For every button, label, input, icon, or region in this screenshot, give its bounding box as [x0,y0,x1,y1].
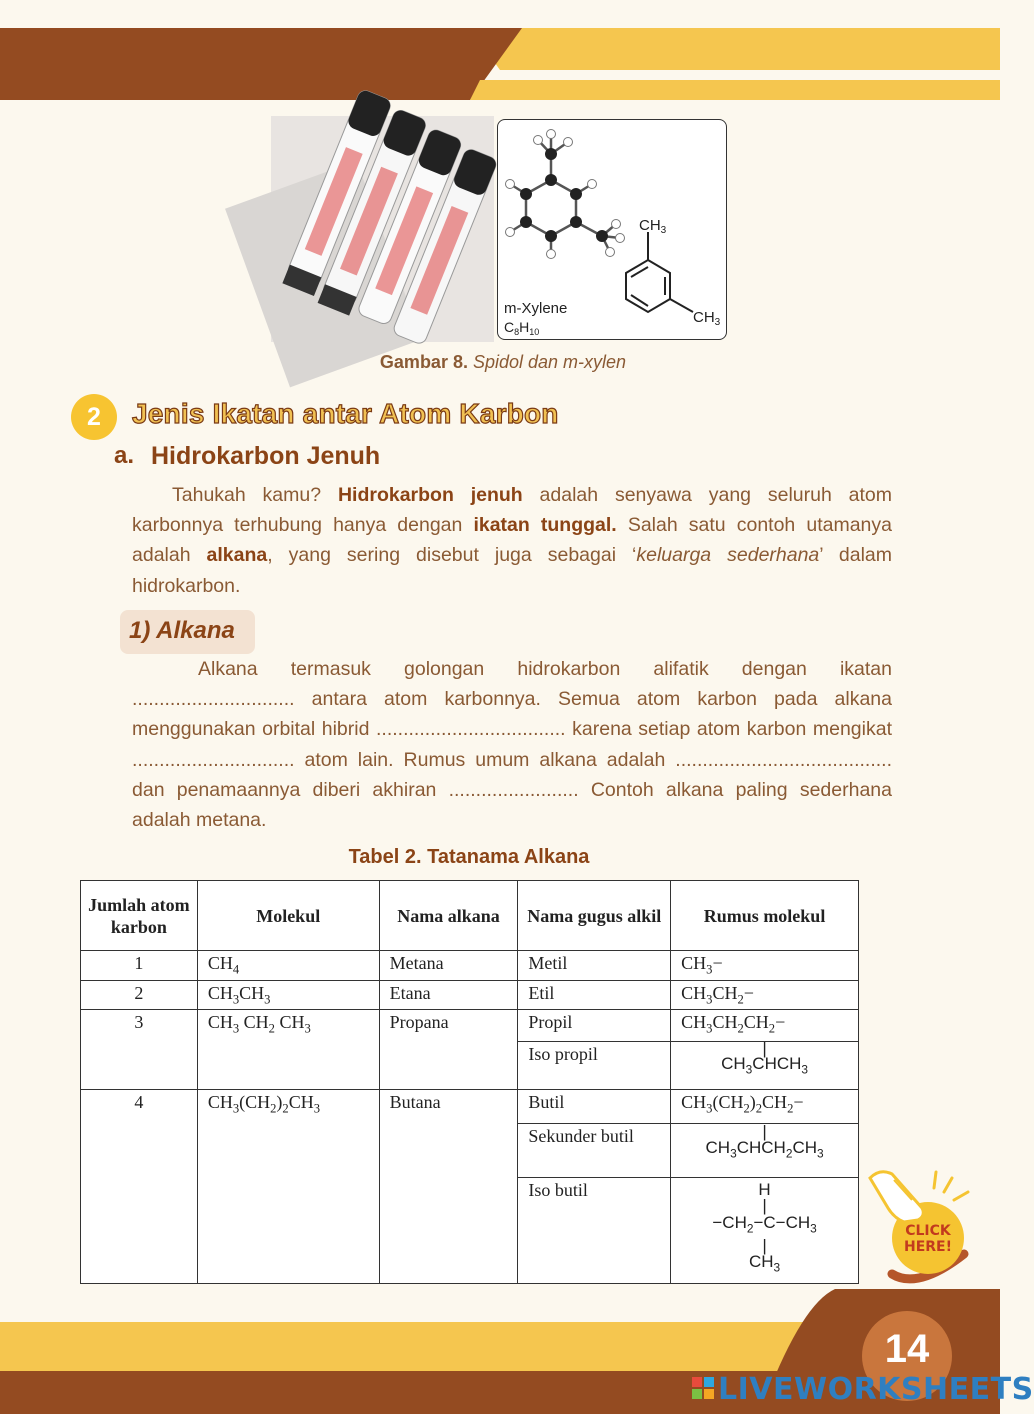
svg-text:CH3: $CH_3$ [693,309,721,328]
click-here-button[interactable] [864,1162,972,1282]
header-molekul: Molekul [197,881,379,951]
header-rumus: Rumus molekul [671,881,859,951]
table-row: Sekunder butil | $CH_3CHCH_2CH_3$ [81,1124,859,1178]
cell-molekul: $CH_3$ $CH_2$ $CH_3$ [197,1010,379,1090]
click-here-graphic [864,1162,972,1282]
blank-3[interactable]: .............................. [132,748,295,771]
iso-propil-structure: | $CH_3CHCH_3$ [671,1042,859,1090]
table-row: 1 $CH_4$ Metana Metil $CH_3-$ [81,951,859,981]
liveworksheets-brand[interactable]: LIVEWORKSHEETS [718,1372,1034,1407]
cell-rumus: $CH_3CH_2-$ [671,980,859,1010]
click-text: CLICK [905,1223,951,1239]
table-header-row [81,881,859,951]
marker-photo [271,116,494,342]
header-jumlah: Jumlah atom karbon [81,881,198,951]
page-number: 14 [862,1311,952,1401]
section-number-badge: 2 [71,394,117,440]
blank-4[interactable]: ........................................ [675,748,892,771]
subsection-letter: a. [114,442,135,469]
cell-molekul: $CH_4$ [197,951,379,981]
blank-1[interactable]: .............................. [132,688,295,711]
marker-pens-image [271,116,494,342]
xylene-diagram [498,120,726,339]
table-row: Iso butil H | $-CH_2-C-CH_3$ | $CH_3$ [81,1178,859,1284]
svg-text:CH3: $CH_3$ [639,217,667,236]
cell-molekul: $CH_3CH_3$ [197,980,379,1010]
molecule-name: m-Xylene [504,300,568,317]
table-caption: Tabel 2. Tatanama Alkana [348,846,590,868]
alkana-heading: 1) Alkana [129,617,235,644]
blank-5[interactable]: ........................ [448,778,579,801]
alkana-paragraph: Alkana termasuk golongan hidrokarbon alifatik dengan ikatan .............................. antara atom karbonnya. Semua atom karbon pada alkana menggunakan orbital hibrid ................................... karena setiap atom karbon mengikat .............................. atom lain. Rumus umum alkana adalah ........................................ dan penamaannya diberi akhiran ........................ Contoh alkana paling sederhana adalah metana. [132,658,892,832]
alkana-table [80,880,859,1284]
liveworksheets-logo-icon [692,1377,714,1399]
header-band [0,0,1000,120]
cell-molekul: $CH_3(CH_2)_2CH_3$ [197,1090,379,1284]
m-xylene-structure [497,119,727,340]
figure-caption: Gambar 8. Spidol dan m-xylen [379,352,627,372]
table-row: 3 $CH_3$ $CH_2$ $CH_3$ Propana Propil $CH_3CH_2CH_2-$ [81,1010,859,1042]
section-title: Jenis Ikatan antar Atom Karbon [132,398,559,429]
iso-butil-structure: H | $-CH_2-C-CH_3$ | $CH_3$ [671,1178,859,1284]
subsection-title: Hidrokarbon Jenuh [151,442,381,470]
header-nama-alkana: Nama alkana [379,881,518,951]
sekunder-butil-structure: | $CH_3CHCH_2CH_3$ [671,1124,859,1178]
table-row: Iso propil | $CH_3CHCH_3$ [81,1042,859,1090]
molecule-formula: $C_8H_{10}$ [504,319,540,337]
table-row: 4 $CH_3(CH_2)_2CH_3$ Butana Butil $CH_3(CH_2)_2CH_2-$ [81,1090,859,1124]
intro-paragraph: Tahukah kamu? Hidrokarbon jenuh adalah senyawa yang seluruh atom karbonnya terhubung hanya dengan ikatan tunggal. Salah satu contoh utamanya adalah alkana, yang sering disebut juga sebagai ‘keluarga sederhana’ dalam hidrokarbon. [132,484,893,597]
pointing-hand-icon [870,1172,923,1222]
cell-rumus: $CH_3CH_2CH_2-$ [671,1010,859,1042]
cell-rumus: $CH_3(CH_2)_2CH_2-$ [671,1090,859,1124]
cell-rumus: $CH_3-$ [671,951,859,981]
blank-2[interactable]: ................................... [375,718,566,741]
header-gugus: Nama gugus alkil [518,881,671,951]
table-row: 2 $CH_3CH_3$ Etana Etil $CH_3CH_2-$ [81,980,859,1010]
here-text: HERE! [903,1239,953,1255]
